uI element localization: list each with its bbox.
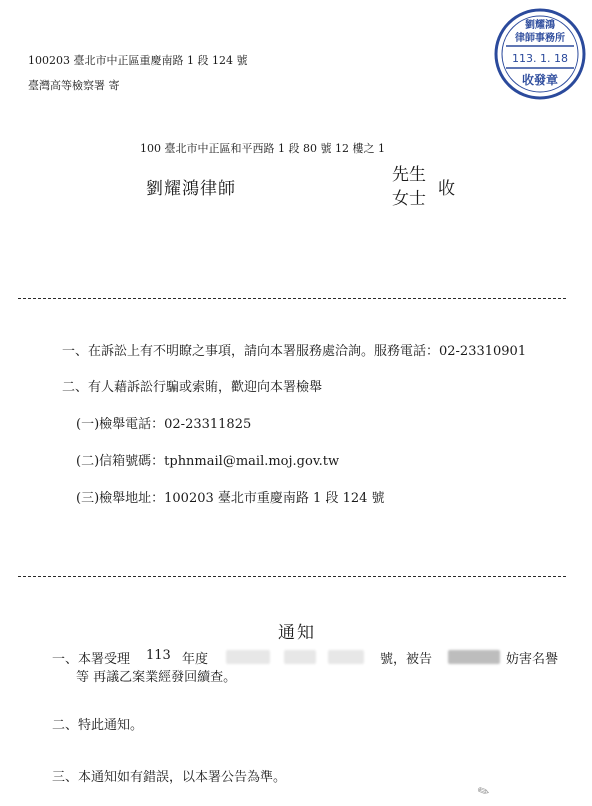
divider-bottom: [18, 576, 566, 577]
stamp-date: 113. 1. 18: [512, 52, 568, 65]
recipient-title-ms: 女士: [392, 189, 426, 209]
redacted-defendant: [448, 650, 500, 664]
notice-item1-year-label: 年度: [182, 652, 209, 667]
notice-item1-line2: 等 再議乙案業經發回續查。: [76, 670, 237, 685]
redacted-case-type: [284, 650, 316, 664]
stamp-line1: 劉耀鴻: [525, 20, 555, 31]
recipient-receive: 收: [438, 179, 455, 199]
notice-item3: 三、本通知如有錯誤，以本署公告為準。: [52, 770, 287, 785]
info-line-2: 二、有人藉訴訟行騙或索賄，歡迎向本署檢舉: [62, 380, 323, 395]
recipient-title-mr: 先生: [392, 165, 426, 185]
recipient-name: 劉耀鴻律師: [146, 179, 236, 199]
divider-top: [18, 298, 566, 299]
info-mailbox: (二)信箱號碼：tphnmail@mail.moj.gov.tw: [76, 454, 340, 469]
sender-address: 100203 臺北市中正區重慶南路 1 段 124 號: [28, 54, 248, 67]
notice-item1-number: 號，被告: [380, 652, 433, 667]
notice-title: 通知: [278, 623, 316, 643]
info-line-1: 一、在訴訟上有不明瞭之事項，請向本署服務處洽詢。服務電話：02-23310901: [62, 344, 527, 359]
info-phone: (一)檢舉電話：02-23311825: [76, 417, 252, 432]
stamp-label: 收發章: [521, 73, 559, 87]
scan-mark: ✎: [475, 782, 493, 802]
notice-item1-charge: 妨害名譽: [506, 652, 559, 667]
notice-item1-year: 113: [146, 648, 171, 663]
recipient-address: 100 臺北市中正區和平西路 1 段 80 號 12 樓之 1: [140, 142, 385, 155]
notice-item1-prefix: 一、本署受理: [52, 652, 131, 667]
redacted-case-number: [328, 650, 364, 664]
info-address: (三)檢舉地址：100203 臺北市重慶南路 1 段 124 號: [76, 491, 385, 506]
notice-item2: 二、特此通知。: [52, 718, 144, 733]
receipt-stamp: [494, 8, 586, 100]
stamp-line2: 律師事務所: [515, 33, 565, 44]
redacted-case-word: [226, 650, 270, 664]
sender-name: 臺灣高等檢察署 寄: [28, 79, 120, 92]
